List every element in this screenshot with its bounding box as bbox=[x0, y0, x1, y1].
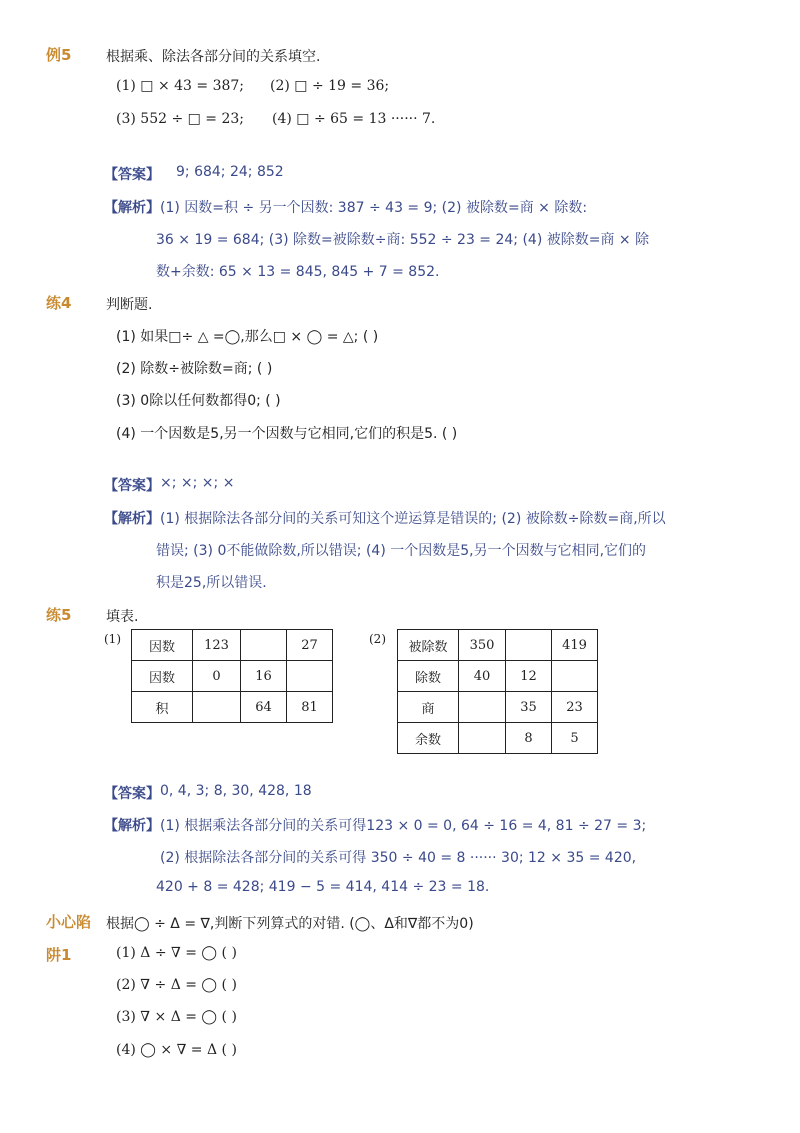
table-2-cell: 5 bbox=[552, 723, 598, 754]
trap-tag-line1: 小心陷 bbox=[46, 913, 92, 931]
example-5-analysis-line3: 数+余数: 65 × 13 = 845, 845 + 7 = 852. bbox=[156, 264, 440, 280]
table-1-cell: 123 bbox=[193, 630, 241, 661]
table-2-cell: 23 bbox=[552, 692, 598, 723]
practice-5-analysis-line2: (2) 根据除法各部分间的关系可得 350 ÷ 40 = 8 ······ 30; 12 × 35 = 420, bbox=[160, 850, 637, 866]
practice-4-tag: 练4 bbox=[46, 294, 72, 312]
table-2-cell: 被除数 bbox=[398, 630, 459, 661]
table-2-cell: 8 bbox=[506, 723, 552, 754]
table-2-cell: 12 bbox=[506, 661, 552, 692]
example-5-q2: (2) □ ÷ 19 = 36; bbox=[270, 78, 390, 94]
table-1-cell: 0 bbox=[193, 661, 241, 692]
practice-4-answer: ×; ×; ×; × bbox=[160, 475, 235, 491]
example-5-analysis-line2: 36 × 19 = 684; (3) 除数=被除数÷商: 552 ÷ 23 = 24; (4) 被除数=商 × 除 bbox=[156, 232, 650, 248]
practice-5-analysis-line3: 420 + 8 = 428; 419 − 5 = 414, 414 ÷ 23 = 18. bbox=[156, 879, 490, 895]
practice-5-analysis-label: 【解析】 bbox=[104, 818, 160, 834]
practice-4-answer-label: 【答案】 bbox=[104, 478, 160, 494]
example-5-q1: (1) □ × 43 = 387; bbox=[116, 78, 245, 94]
table-1-cell: 81 bbox=[287, 692, 333, 723]
trap-title: 根据◯ ÷ Δ = ∇,判断下列算式的对错. (◯、Δ和∇都不为0) bbox=[106, 916, 474, 932]
table-2-cell: 商 bbox=[398, 692, 459, 723]
table-1-cell: 27 bbox=[287, 630, 333, 661]
example-5-q4: (4) □ ÷ 65 = 13 ······ 7. bbox=[272, 111, 436, 127]
practice-5-answer: 0, 4, 3; 8, 30, 428, 18 bbox=[160, 783, 312, 799]
table-2-label: (2) bbox=[369, 632, 386, 646]
table-1-cell[interactable] bbox=[241, 630, 287, 661]
trap-tag-line2: 阱1 bbox=[46, 946, 72, 964]
example-5-analysis-line1: (1) 因数=积 ÷ 另一个因数: 387 ÷ 43 = 9; (2) 被除数=商 × 除数: bbox=[160, 200, 588, 216]
example-5-title: 根据乘、除法各部分间的关系填空. bbox=[106, 49, 321, 65]
table-2-cell: 35 bbox=[506, 692, 552, 723]
table-2-cell: 余数 bbox=[398, 723, 459, 754]
practice-5-answer-label: 【答案】 bbox=[104, 786, 160, 802]
practice-4-title: 判断题. bbox=[106, 297, 153, 313]
table-2-cell: 40 bbox=[459, 661, 506, 692]
table-1-cell: 因数 bbox=[132, 630, 193, 661]
trap-q2: (2) ∇ ÷ Δ = ◯ ( ) bbox=[116, 977, 237, 993]
table-2-cell[interactable] bbox=[552, 661, 598, 692]
practice-4-analysis-label: 【解析】 bbox=[104, 511, 160, 527]
table-2-cell: 350 bbox=[459, 630, 506, 661]
practice-4-q4: (4) 一个因数是5,另一个因数与它相同,它们的积是5. ( ) bbox=[116, 426, 458, 442]
practice-5-title: 填表. bbox=[106, 609, 139, 625]
table-1-label: (1) bbox=[104, 632, 121, 646]
practice-4-analysis-line2: 错误; (3) 0不能做除数,所以错误; (4) 一个因数是5,另一个因数与它相同,它们的 bbox=[156, 543, 647, 559]
example-5-answer-label: 【答案】 bbox=[104, 167, 160, 183]
table-1-cell: 64 bbox=[241, 692, 287, 723]
trap-q1: (1) Δ ÷ ∇ = ◯ ( ) bbox=[116, 945, 237, 961]
table-1-cell: 积 bbox=[132, 692, 193, 723]
practice-5-tag: 练5 bbox=[46, 606, 72, 624]
table-1 bbox=[131, 629, 333, 723]
table-1-cell: 因数 bbox=[132, 661, 193, 692]
practice-4-analysis-line1: (1) 根据除法各部分间的关系可知这个逆运算是错误的; (2) 被除数÷除数=商,所以 bbox=[160, 511, 666, 527]
trap-q4: (4) ◯ × ∇ = Δ ( ) bbox=[116, 1042, 237, 1058]
practice-4-q2: (2) 除数÷被除数=商; ( ) bbox=[116, 361, 273, 377]
practice-4-q3: (3) 0除以任何数都得0; ( ) bbox=[116, 393, 281, 409]
example-5-analysis-label: 【解析】 bbox=[104, 200, 160, 216]
table-2-cell[interactable] bbox=[459, 692, 506, 723]
table-2 bbox=[397, 629, 598, 754]
example-5-q3: (3) 552 ÷ □ = 23; bbox=[116, 111, 245, 127]
table-2-cell: 419 bbox=[552, 630, 598, 661]
table-2-cell: 除数 bbox=[398, 661, 459, 692]
example-5-tag: 例5 bbox=[46, 46, 72, 64]
practice-5-analysis-line1: (1) 根据乘法各部分间的关系可得123 × 0 = 0, 64 ÷ 16 = 4, 81 ÷ 27 = 3; bbox=[160, 818, 647, 834]
practice-4-analysis-line3: 积是25,所以错误. bbox=[156, 575, 267, 591]
practice-4-q1: (1) 如果□÷ △ =◯,那么□ × ◯ = △; ( ) bbox=[116, 329, 379, 345]
table-1-cell: 16 bbox=[241, 661, 287, 692]
trap-q3: (3) ∇ × Δ = ◯ ( ) bbox=[116, 1009, 237, 1025]
example-5-answer: 9; 684; 24; 852 bbox=[176, 164, 284, 180]
table-2-cell[interactable] bbox=[506, 630, 552, 661]
table-1-cell[interactable] bbox=[287, 661, 333, 692]
table-2-cell[interactable] bbox=[459, 723, 506, 754]
table-1-cell[interactable] bbox=[193, 692, 241, 723]
